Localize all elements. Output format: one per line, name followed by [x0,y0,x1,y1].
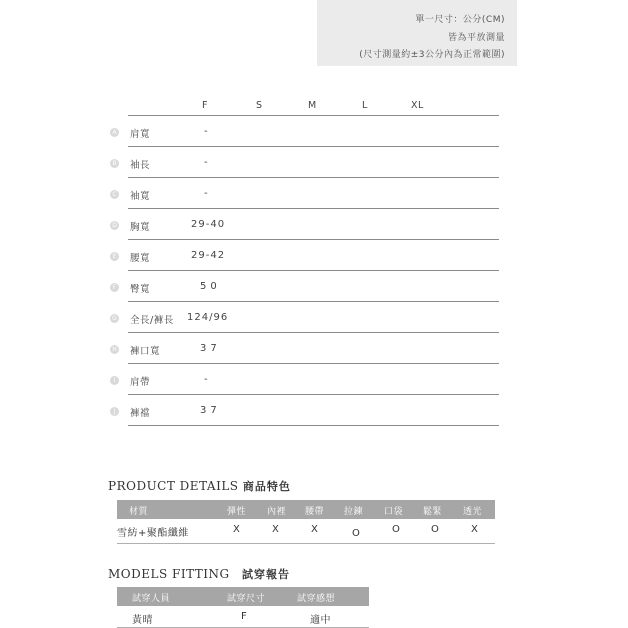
row-label: 腰寬 [130,253,151,264]
row-label: 肩寬 [130,129,151,140]
size-header: S [256,100,263,111]
row-badge: I [110,376,119,385]
note-method: 皆為平放測量 [447,33,505,43]
size-row [110,242,500,272]
detail-value: X [471,524,479,535]
row-badge: A [110,128,119,137]
size-row [110,366,500,396]
detail-header: 腰帶 [305,507,325,517]
product-details-header-bar [117,500,495,519]
row-label: 肩帶 [130,377,151,388]
row-value: 50 [200,281,221,292]
table-rule [128,208,499,209]
size-header: XL [411,100,424,111]
detail-header: 材質 [129,507,149,517]
table-rule [128,363,499,364]
table-rule [128,301,499,302]
row-badge: E [110,252,119,261]
models-fitting-header-bar [117,587,369,606]
table-rule [128,394,499,395]
row-label: 褲口寬 [130,346,161,357]
fitting-value: F [241,611,248,622]
measurement-note [317,0,517,66]
detail-value: 雪紡+聚酯纖維 [117,528,189,539]
fitting-header: 試穿感想 [297,594,336,604]
row-label: 袖長 [130,160,151,171]
fitting-header: 試穿尺寸 [227,594,266,604]
detail-header: 內裡 [267,507,287,517]
table-rule [128,332,499,333]
size-row [110,304,500,334]
size-row [110,149,500,179]
detail-value: X [272,524,280,535]
size-header: M [308,100,317,111]
detail-value: X [311,524,319,535]
table-rule [128,146,499,147]
fitting-value: 黃晴 [132,615,153,626]
size-row [110,180,500,210]
product-details-title-zh: 商品特色 [242,480,291,493]
detail-value: O [392,524,401,535]
size-row [110,397,500,427]
detail-header: 透光 [463,507,483,517]
row-value: 37 [200,405,221,416]
detail-header: 彈性 [227,507,247,517]
row-value: 37 [200,343,221,354]
table-rule [128,115,499,116]
note-tolerance: (尺寸測量約±3公分內為正常範圍) [359,50,505,60]
table-rule [128,425,499,426]
size-row [110,335,500,365]
fitting-value: 適中 [310,615,331,626]
row-value: 124/96 [187,312,229,323]
row-badge: J [110,407,119,416]
product-details-title [108,478,291,494]
table-rule [128,177,499,178]
row-badge: B [110,159,119,168]
row-value: 29-42 [191,250,226,261]
row-badge: G [110,314,119,323]
row-value: - [204,188,209,199]
row-label: 褲襠 [130,408,151,419]
detail-value: X [233,524,241,535]
detail-header: 拉鍊 [344,507,364,517]
fitting-header: 試穿人員 [132,594,171,604]
detail-value: O [352,528,361,539]
detail-value: O [431,524,440,535]
product-details-title-en: PRODUCT DETAILS [108,479,239,493]
row-value: - [204,374,209,385]
size-row [110,211,500,241]
detail-header: 鬆緊 [423,507,443,517]
row-label: 臀寬 [130,284,151,295]
size-header: L [362,100,368,111]
row-badge: D [110,221,119,230]
row-value: 29-40 [191,219,226,230]
table-rule [128,270,499,271]
row-label: 全長/褲長 [130,315,174,326]
row-badge: H [110,345,119,354]
row-label: 袖寬 [130,191,151,202]
product-details-rule [117,543,495,544]
table-rule [128,239,499,240]
detail-header: 口袋 [384,507,404,517]
models-fitting-title-en: MODELS FITTING [108,567,230,581]
row-badge: F [110,283,119,292]
size-row [110,273,500,303]
note-unit: 單一尺寸：公分(CM) [415,15,505,25]
row-label: 胸寬 [130,222,151,233]
row-value: - [204,126,209,137]
size-row [110,118,500,148]
row-value: - [204,157,209,168]
row-badge: C [110,190,119,199]
models-fitting-title-zh: 試穿報告 [241,568,290,581]
models-fitting-title [108,566,290,582]
size-header: F [202,100,208,111]
